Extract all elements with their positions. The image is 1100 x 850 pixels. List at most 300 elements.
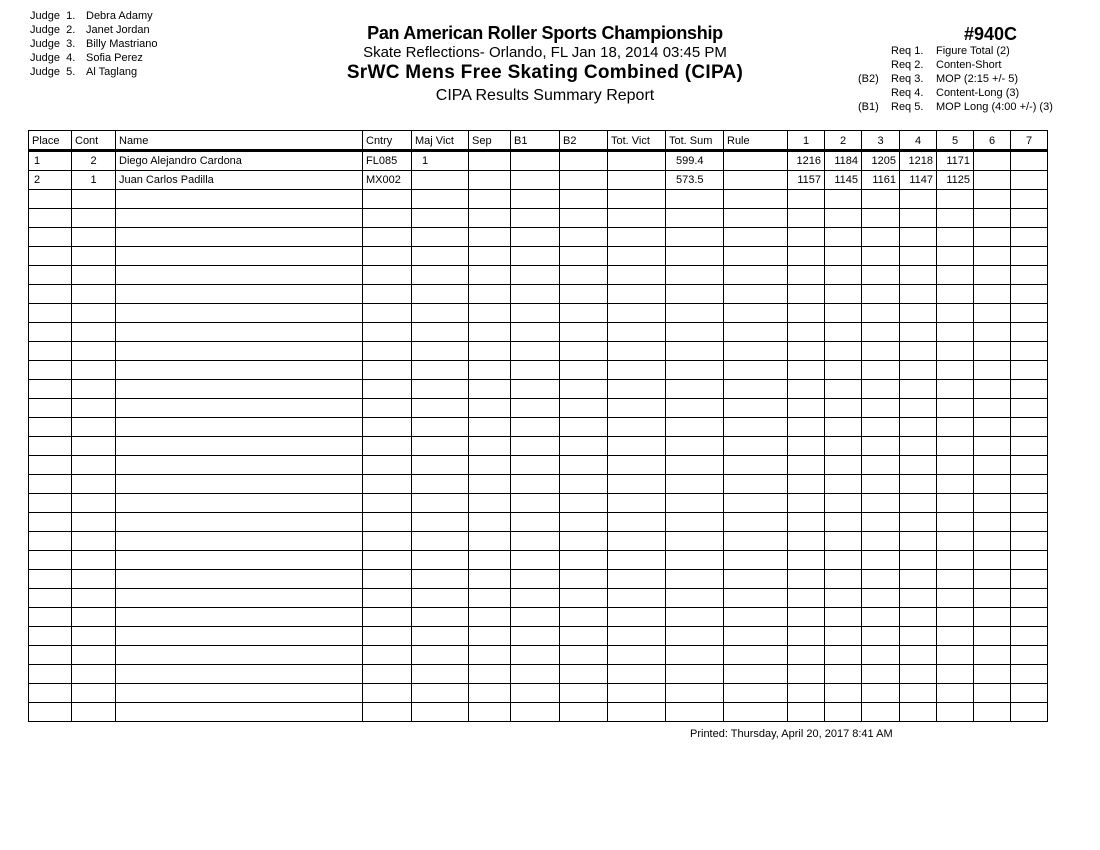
empty-cell — [363, 266, 412, 285]
empty-cell — [900, 418, 937, 437]
empty-table-row — [29, 342, 1048, 361]
empty-cell — [560, 551, 608, 570]
empty-cell — [116, 608, 363, 627]
empty-cell — [788, 475, 825, 494]
empty-cell — [825, 608, 862, 627]
empty-cell — [608, 266, 666, 285]
empty-cell — [862, 266, 900, 285]
empty-cell — [1011, 418, 1048, 437]
empty-cell — [825, 399, 862, 418]
empty-cell — [363, 684, 412, 703]
empty-cell — [412, 665, 469, 684]
empty-cell — [511, 551, 560, 570]
empty-cell — [72, 361, 116, 380]
empty-cell — [412, 551, 469, 570]
empty-cell — [511, 627, 560, 646]
empty-cell — [511, 684, 560, 703]
empty-cell — [862, 399, 900, 418]
empty-cell — [363, 228, 412, 247]
empty-cell — [608, 361, 666, 380]
empty-cell — [974, 190, 1011, 209]
empty-cell — [72, 570, 116, 589]
empty-cell — [412, 437, 469, 456]
empty-cell — [469, 247, 511, 266]
empty-cell — [937, 608, 974, 627]
empty-cell — [116, 228, 363, 247]
empty-cell — [788, 665, 825, 684]
event-number: #940C — [964, 24, 1018, 44]
empty-cell — [974, 532, 1011, 551]
empty-cell — [788, 285, 825, 304]
empty-cell — [937, 247, 974, 266]
empty-cell — [469, 513, 511, 532]
empty-cell — [825, 418, 862, 437]
cell-judge-4: 1147 — [900, 171, 937, 190]
cell-place: 1 — [29, 151, 72, 171]
empty-cell — [511, 190, 560, 209]
empty-cell — [116, 551, 363, 570]
championship-title: Pan American Roller Sports Championship — [367, 23, 723, 43]
col-tot-sum: Tot. Sum — [666, 131, 724, 151]
empty-cell — [724, 247, 788, 266]
empty-cell — [900, 627, 937, 646]
empty-cell — [974, 228, 1011, 247]
empty-cell — [788, 513, 825, 532]
empty-cell — [363, 380, 412, 399]
empty-cell — [937, 285, 974, 304]
empty-cell — [724, 266, 788, 285]
empty-cell — [825, 304, 862, 323]
empty-cell — [900, 494, 937, 513]
empty-cell — [666, 532, 724, 551]
cell-cont: 2 — [72, 151, 116, 171]
empty-cell — [825, 361, 862, 380]
empty-cell — [363, 304, 412, 323]
empty-cell — [72, 456, 116, 475]
empty-cell — [724, 703, 788, 722]
empty-cell — [724, 190, 788, 209]
empty-table-row — [29, 627, 1048, 646]
empty-cell — [363, 589, 412, 608]
empty-cell — [608, 703, 666, 722]
empty-table-row — [29, 380, 1048, 399]
empty-cell — [469, 380, 511, 399]
empty-cell — [116, 703, 363, 722]
empty-cell — [116, 209, 363, 228]
empty-cell — [29, 551, 72, 570]
empty-cell — [825, 456, 862, 475]
empty-cell — [412, 247, 469, 266]
empty-cell — [1011, 285, 1048, 304]
empty-cell — [363, 285, 412, 304]
empty-cell — [900, 247, 937, 266]
empty-cell — [666, 703, 724, 722]
empty-cell — [900, 589, 937, 608]
empty-cell — [116, 627, 363, 646]
empty-cell — [116, 646, 363, 665]
cell-tot-vict — [608, 171, 666, 190]
empty-cell — [724, 589, 788, 608]
col-judge-3: 3 — [862, 131, 900, 151]
col-cntry: Cntry — [363, 131, 412, 151]
empty-cell — [511, 608, 560, 627]
empty-cell — [560, 475, 608, 494]
empty-cell — [560, 380, 608, 399]
empty-cell — [937, 399, 974, 418]
col-cont: Cont — [72, 131, 116, 151]
empty-cell — [666, 665, 724, 684]
empty-cell — [560, 361, 608, 380]
empty-cell — [511, 380, 560, 399]
empty-cell — [974, 342, 1011, 361]
empty-cell — [560, 285, 608, 304]
empty-cell — [900, 437, 937, 456]
requirement-1: Req 1. Figure Total (2) — [891, 45, 1010, 57]
empty-cell — [825, 684, 862, 703]
cell-judge-3: 1161 — [862, 171, 900, 190]
empty-cell — [937, 703, 974, 722]
empty-cell — [511, 532, 560, 551]
cell-judge-2: 1145 — [825, 171, 862, 190]
empty-cell — [29, 323, 72, 342]
empty-cell — [666, 361, 724, 380]
empty-cell — [363, 494, 412, 513]
empty-cell — [511, 304, 560, 323]
empty-cell — [412, 589, 469, 608]
empty-cell — [560, 456, 608, 475]
empty-table-row — [29, 285, 1048, 304]
empty-cell — [608, 494, 666, 513]
empty-cell — [116, 323, 363, 342]
empty-cell — [560, 646, 608, 665]
empty-cell — [937, 684, 974, 703]
empty-cell — [608, 209, 666, 228]
empty-cell — [29, 209, 72, 228]
cell-name: Diego Alejandro Cardona — [116, 151, 363, 171]
empty-table-row — [29, 475, 1048, 494]
judges-list — [30, 9, 158, 79]
empty-cell — [363, 247, 412, 266]
empty-cell — [72, 532, 116, 551]
empty-cell — [937, 570, 974, 589]
empty-cell — [608, 323, 666, 342]
requirement-2: Req 2. Conten-Short — [891, 59, 1002, 71]
empty-cell — [608, 456, 666, 475]
empty-cell — [608, 190, 666, 209]
empty-cell — [72, 323, 116, 342]
empty-cell — [666, 475, 724, 494]
empty-cell — [900, 684, 937, 703]
empty-cell — [900, 209, 937, 228]
empty-cell — [862, 608, 900, 627]
empty-cell — [666, 418, 724, 437]
empty-cell — [974, 665, 1011, 684]
empty-cell — [900, 513, 937, 532]
empty-cell — [862, 304, 900, 323]
empty-cell — [900, 342, 937, 361]
empty-cell — [974, 589, 1011, 608]
empty-cell — [72, 703, 116, 722]
col-judge-1: 1 — [788, 131, 825, 151]
col-sep: Sep — [469, 131, 511, 151]
col-tot-vict: Tot. Vict — [608, 131, 666, 151]
empty-cell — [974, 323, 1011, 342]
empty-cell — [825, 342, 862, 361]
empty-cell — [116, 361, 363, 380]
empty-cell — [363, 570, 412, 589]
empty-cell — [363, 323, 412, 342]
cell-rule — [724, 151, 788, 171]
empty-cell — [560, 399, 608, 418]
empty-cell — [937, 475, 974, 494]
empty-cell — [825, 285, 862, 304]
empty-cell — [825, 589, 862, 608]
empty-cell — [412, 494, 469, 513]
empty-cell — [72, 589, 116, 608]
empty-cell — [1011, 513, 1048, 532]
empty-cell — [1011, 247, 1048, 266]
empty-cell — [412, 684, 469, 703]
empty-cell — [666, 570, 724, 589]
empty-cell — [788, 532, 825, 551]
empty-cell — [116, 399, 363, 418]
empty-cell — [1011, 190, 1048, 209]
empty-cell — [825, 475, 862, 494]
empty-cell — [974, 570, 1011, 589]
cell-judge-3: 1205 — [862, 151, 900, 171]
empty-cell — [72, 209, 116, 228]
empty-cell — [862, 627, 900, 646]
empty-cell — [724, 285, 788, 304]
empty-cell — [862, 285, 900, 304]
judge-3: Judge 3. Billy Mastriano — [30, 38, 158, 50]
empty-cell — [29, 532, 72, 551]
empty-cell — [116, 190, 363, 209]
empty-cell — [116, 456, 363, 475]
empty-cell — [511, 247, 560, 266]
table-row — [29, 151, 1048, 171]
empty-cell — [724, 323, 788, 342]
empty-cell — [724, 209, 788, 228]
empty-cell — [724, 342, 788, 361]
empty-cell — [825, 703, 862, 722]
empty-cell — [1011, 551, 1048, 570]
empty-cell — [412, 646, 469, 665]
empty-cell — [469, 228, 511, 247]
empty-cell — [29, 646, 72, 665]
empty-cell — [511, 570, 560, 589]
empty-cell — [937, 418, 974, 437]
empty-cell — [29, 361, 72, 380]
empty-cell — [974, 646, 1011, 665]
empty-cell — [72, 513, 116, 532]
cell-tot-sum: 573.5 — [666, 171, 724, 190]
empty-cell — [724, 399, 788, 418]
empty-cell — [1011, 266, 1048, 285]
empty-cell — [29, 570, 72, 589]
empty-cell — [1011, 608, 1048, 627]
empty-cell — [72, 627, 116, 646]
empty-cell — [511, 475, 560, 494]
empty-cell — [900, 646, 937, 665]
empty-cell — [825, 209, 862, 228]
empty-cell — [900, 551, 937, 570]
empty-cell — [862, 228, 900, 247]
empty-cell — [116, 380, 363, 399]
empty-cell — [412, 361, 469, 380]
empty-cell — [29, 608, 72, 627]
empty-table-row — [29, 361, 1048, 380]
empty-cell — [974, 627, 1011, 646]
empty-cell — [788, 323, 825, 342]
empty-cell — [469, 361, 511, 380]
empty-cell — [937, 589, 974, 608]
empty-cell — [937, 627, 974, 646]
empty-cell — [974, 684, 1011, 703]
empty-cell — [511, 513, 560, 532]
col-judge-4: 4 — [900, 131, 937, 151]
empty-cell — [511, 703, 560, 722]
cell-maj-vict: 1 — [412, 151, 469, 171]
empty-cell — [72, 437, 116, 456]
cell-b2 — [560, 171, 608, 190]
empty-cell — [608, 570, 666, 589]
empty-cell — [974, 304, 1011, 323]
empty-cell — [511, 437, 560, 456]
cell-sep — [469, 151, 511, 171]
cell-b1 — [511, 151, 560, 171]
empty-cell — [511, 399, 560, 418]
empty-cell — [900, 399, 937, 418]
empty-cell — [412, 342, 469, 361]
empty-cell — [862, 209, 900, 228]
empty-cell — [72, 247, 116, 266]
empty-cell — [825, 570, 862, 589]
empty-cell — [1011, 437, 1048, 456]
empty-cell — [560, 589, 608, 608]
empty-cell — [116, 304, 363, 323]
empty-cell — [469, 703, 511, 722]
empty-cell — [608, 513, 666, 532]
empty-cell — [72, 190, 116, 209]
empty-cell — [862, 342, 900, 361]
empty-cell — [825, 323, 862, 342]
empty-cell — [788, 627, 825, 646]
empty-cell — [974, 399, 1011, 418]
empty-cell — [29, 684, 72, 703]
empty-table-row — [29, 551, 1048, 570]
empty-cell — [788, 304, 825, 323]
empty-cell — [666, 304, 724, 323]
empty-cell — [469, 475, 511, 494]
event-title: SrWC Mens Free Skating Combined (CIPA) — [346, 62, 744, 83]
empty-cell — [724, 418, 788, 437]
empty-cell — [666, 266, 724, 285]
empty-cell — [862, 380, 900, 399]
empty-cell — [788, 456, 825, 475]
empty-cell — [788, 646, 825, 665]
col-name: Name — [116, 131, 363, 151]
empty-cell — [608, 551, 666, 570]
empty-cell — [412, 190, 469, 209]
empty-cell — [974, 209, 1011, 228]
empty-cell — [29, 513, 72, 532]
empty-cell — [608, 418, 666, 437]
empty-cell — [511, 266, 560, 285]
empty-cell — [788, 684, 825, 703]
empty-cell — [666, 456, 724, 475]
empty-cell — [363, 209, 412, 228]
empty-cell — [469, 532, 511, 551]
empty-cell — [363, 456, 412, 475]
requirement-3: (B2) Req 3. MOP (2:15 +/- 5) — [858, 73, 1019, 85]
empty-cell — [825, 228, 862, 247]
empty-cell — [560, 570, 608, 589]
empty-cell — [900, 361, 937, 380]
empty-cell — [560, 532, 608, 551]
empty-cell — [788, 209, 825, 228]
empty-cell — [724, 361, 788, 380]
empty-cell — [72, 304, 116, 323]
empty-table-row — [29, 608, 1048, 627]
empty-cell — [724, 665, 788, 684]
empty-cell — [560, 342, 608, 361]
cell-judge-1: 1157 — [788, 171, 825, 190]
empty-cell — [900, 456, 937, 475]
empty-cell — [116, 437, 363, 456]
empty-cell — [511, 285, 560, 304]
empty-cell — [469, 342, 511, 361]
empty-cell — [724, 532, 788, 551]
empty-cell — [72, 551, 116, 570]
empty-cell — [560, 665, 608, 684]
empty-cell — [788, 342, 825, 361]
empty-cell — [788, 399, 825, 418]
empty-cell — [666, 228, 724, 247]
empty-cell — [412, 532, 469, 551]
empty-cell — [937, 190, 974, 209]
empty-cell — [363, 646, 412, 665]
empty-cell — [363, 342, 412, 361]
empty-cell — [412, 475, 469, 494]
empty-cell — [937, 551, 974, 570]
report-title: CIPA Results Summary Report — [435, 87, 655, 104]
empty-cell — [862, 418, 900, 437]
empty-cell — [862, 589, 900, 608]
cell-judge-4: 1218 — [900, 151, 937, 171]
empty-cell — [560, 209, 608, 228]
empty-cell — [724, 513, 788, 532]
empty-cell — [560, 304, 608, 323]
empty-cell — [560, 437, 608, 456]
empty-cell — [116, 418, 363, 437]
empty-cell — [116, 494, 363, 513]
empty-cell — [825, 551, 862, 570]
empty-cell — [1011, 209, 1048, 228]
cell-tot-sum: 599.4 — [666, 151, 724, 171]
empty-cell — [363, 513, 412, 532]
empty-cell — [862, 437, 900, 456]
empty-cell — [29, 228, 72, 247]
empty-cell — [72, 608, 116, 627]
empty-table-row — [29, 418, 1048, 437]
empty-cell — [724, 437, 788, 456]
empty-cell — [1011, 532, 1048, 551]
empty-cell — [608, 380, 666, 399]
empty-cell — [666, 247, 724, 266]
report-header — [300, 22, 790, 107]
empty-cell — [666, 494, 724, 513]
